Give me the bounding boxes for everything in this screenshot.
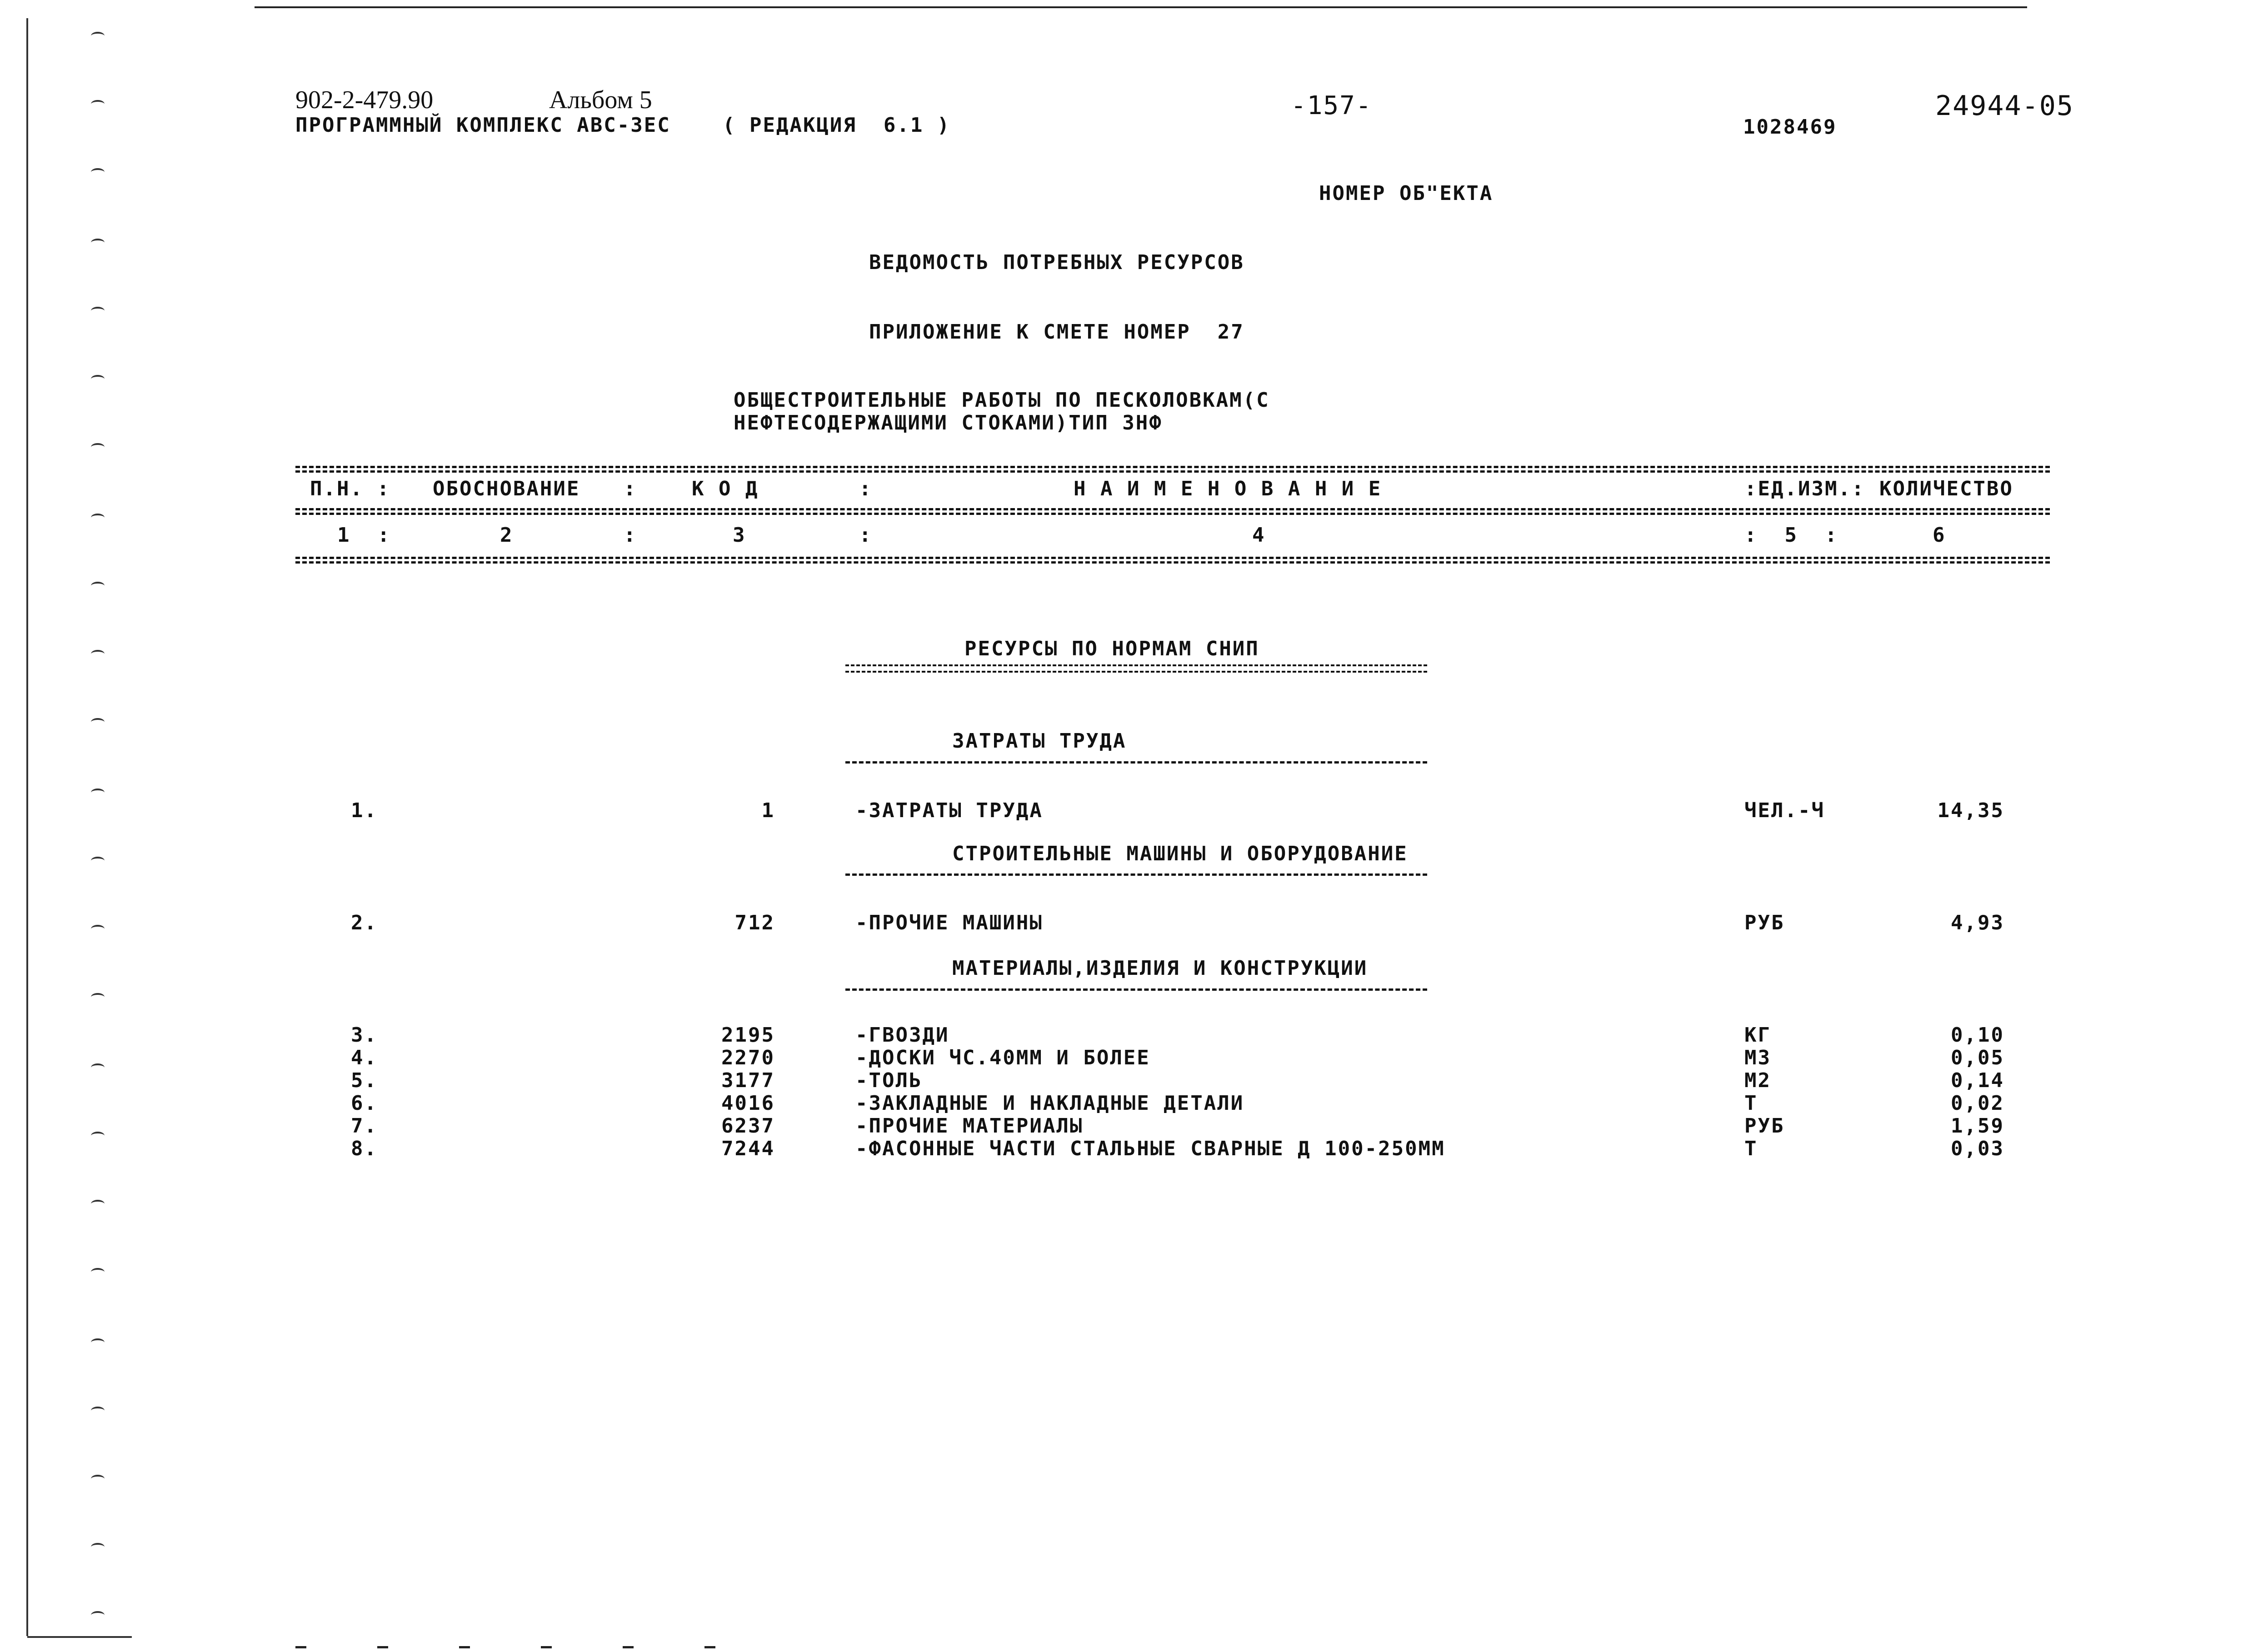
margin-mark: [91, 100, 105, 108]
row-unit: Т: [1744, 1137, 1758, 1160]
table-rule-bottom-2: [295, 561, 2050, 564]
row-number: 2.: [351, 911, 378, 934]
row-name: -ПРОЧИЕ МАШИНЫ: [855, 911, 1043, 934]
bottom-mark: [295, 1646, 306, 1648]
bottom-left-corner-line: [27, 1636, 132, 1638]
section-title: РЕСУРСЫ ПО НОРМАМ СНИП: [964, 637, 1259, 660]
row-unit: КГ: [1744, 1023, 1771, 1047]
page-number: -157-: [1291, 91, 1372, 120]
group-underline: [845, 988, 1427, 991]
margin-mark: [91, 375, 105, 383]
margin-mark: [91, 925, 105, 933]
group-underline: [845, 761, 1427, 764]
margin-mark: [91, 789, 105, 797]
table-rule-mid-2: [295, 513, 2050, 515]
margin-mark: [91, 1200, 105, 1208]
group-title-labor: ЗАТРАТЫ ТРУДА: [952, 729, 1127, 753]
row-code: 7244: [721, 1137, 775, 1160]
margin-mark: [91, 1407, 105, 1415]
margin-mark: [91, 718, 105, 726]
col-separator: :: [624, 477, 637, 500]
row-code: 712: [734, 911, 775, 934]
row-name: -ЗАТРАТЫ ТРУДА: [855, 799, 1043, 822]
row-quantity: 4,93: [1951, 911, 2004, 934]
col-separator: :: [624, 524, 637, 547]
row-name: -ТОЛЬ: [855, 1069, 923, 1092]
row-quantity: 0,10: [1951, 1023, 2004, 1047]
row-quantity: 0,03: [1951, 1137, 2004, 1160]
project-code: 902-2-479.90: [295, 86, 434, 114]
col-separator: :: [859, 477, 873, 500]
col-header-quantity: КОЛИЧЕСТВО: [1879, 477, 2013, 500]
row-name: -ДОСКИ ЧС.40ММ И БОЛЕЕ: [855, 1046, 1150, 1069]
row-number: 1.: [351, 799, 378, 822]
row-number: 6.: [351, 1092, 378, 1115]
row-code: 2195: [721, 1023, 775, 1047]
col-number-2: 2: [500, 524, 514, 547]
col-number-4: 4: [1252, 524, 1266, 547]
row-number: 5.: [351, 1069, 378, 1092]
row-quantity: 0,05: [1951, 1046, 2004, 1069]
col-separator: :: [859, 524, 873, 547]
object-number-label: НОМЕР ОБ"ЕКТА: [1319, 182, 1494, 205]
row-code: 1: [761, 799, 775, 822]
row-quantity: 0,14: [1951, 1069, 2004, 1092]
row-quantity: 1,59: [1951, 1114, 2004, 1138]
margin-mark: [91, 239, 105, 247]
description-line-1: ОБЩЕСТРОИТЕЛЬНЫЕ РАБОТЫ ПО ПЕСКОЛОВКАМ(С: [734, 389, 1270, 412]
margin-mark: [91, 168, 105, 176]
row-number: 4.: [351, 1046, 378, 1069]
margin-mark: [91, 857, 105, 865]
top-edge-line: [255, 6, 2027, 8]
sheet-code: 24944-05: [1935, 90, 2074, 122]
margin-mark: [91, 514, 105, 522]
row-quantity: 0,02: [1951, 1092, 2004, 1115]
row-name: -ФАСОННЫЕ ЧАСТИ СТАЛЬНЫЕ СВАРНЫЕ Д 100-250ММ: [855, 1137, 1445, 1160]
margin-mark: [91, 443, 105, 451]
col-number-6: 6: [1933, 524, 1946, 547]
group-title-materials: МАТЕРИАЛЫ,ИЗДЕЛИЯ И КОНСТРУКЦИИ: [952, 957, 1368, 980]
row-unit: РУБ: [1744, 1114, 1785, 1138]
margin-mark: [91, 1543, 105, 1551]
row-code: 4016: [721, 1092, 775, 1115]
row-number: 3.: [351, 1023, 378, 1047]
bottom-mark: [704, 1646, 715, 1648]
col-header-code: К О Д: [692, 477, 759, 500]
row-number: 8.: [351, 1137, 378, 1160]
group-underline: [845, 873, 1427, 876]
margin-mark: [91, 1063, 105, 1072]
row-name: -ГВОЗДИ: [855, 1023, 949, 1047]
row-unit: РУБ: [1744, 911, 1785, 934]
program-label: ПРОГРАММНЫЙ КОМПЛЕКС АВС-ЗЕС: [295, 114, 671, 137]
margin-mark: [91, 307, 105, 315]
margin-mark: [91, 650, 105, 658]
table-rule-top-2: [295, 470, 2050, 473]
doc-id: 1028469: [1743, 115, 1837, 139]
group-title-machines: СТРОИТЕЛЬНЫЕ МАШИНЫ И ОБОРУДОВАНИЕ: [952, 842, 1408, 865]
row-unit: ЧЕЛ.-Ч: [1744, 799, 1825, 822]
document-title: ВЕДОМОСТЬ ПОТРЕБНЫХ РЕСУРСОВ: [869, 251, 1244, 274]
table-rule-top: [295, 466, 2050, 468]
margin-mark: [91, 1268, 105, 1276]
margin-mark: [91, 1338, 105, 1347]
edition-label: ( РЕДАКЦИЯ 6.1 ): [723, 114, 951, 137]
margin-mark: [91, 32, 105, 40]
row-code: 2270: [721, 1046, 775, 1069]
section-title-double-underline: [845, 664, 1427, 673]
bottom-mark: [377, 1646, 388, 1648]
margin-mark: [91, 1611, 105, 1619]
row-name: -ЗАКЛАДНЫЕ И НАКЛАДНЫЕ ДЕТАЛИ: [855, 1092, 1244, 1115]
bottom-mark: [459, 1646, 470, 1648]
table-rule-mid: [295, 508, 2050, 510]
col-number-5: : 5 :: [1744, 524, 1838, 547]
row-name: -ПРОЧИЕ МАТЕРИАЛЫ: [855, 1114, 1084, 1138]
row-unit: М3: [1744, 1046, 1771, 1069]
description-line-2: НЕФТЕСОДЕРЖАЩИМИ СТОКАМИ)ТИП ЗНФ: [734, 411, 1163, 434]
row-unit: М2: [1744, 1069, 1771, 1092]
col-header-pn: П.Н. :: [310, 477, 390, 500]
row-unit: Т: [1744, 1092, 1758, 1115]
margin-mark: [91, 582, 105, 590]
col-number-1: 1 :: [337, 524, 391, 547]
margin-mark: [91, 993, 105, 1001]
col-number-3: 3: [733, 524, 746, 547]
margin-mark: [91, 1475, 105, 1483]
margin-mark: [91, 1132, 105, 1140]
bottom-mark: [541, 1646, 552, 1648]
col-header-name: Н А И М Е Н О В А Н И Е: [1074, 477, 1382, 500]
estimate-subtitle: ПРИЛОЖЕНИЕ К СМЕТЕ НОМЕР 27: [869, 320, 1244, 344]
col-header-unit: :ЕД.ИЗМ.:: [1744, 477, 1865, 500]
col-header-basis: ОБОСНОВАНИЕ: [433, 477, 580, 500]
row-code: 6237: [721, 1114, 775, 1138]
row-code: 3177: [721, 1069, 775, 1092]
table-rule-bottom: [295, 557, 2050, 559]
bottom-mark: [623, 1646, 634, 1648]
left-margin-line: [26, 18, 28, 1636]
row-number: 7.: [351, 1114, 378, 1138]
album-label: Альбом 5: [549, 86, 652, 114]
row-quantity: 14,35: [1937, 799, 2004, 822]
